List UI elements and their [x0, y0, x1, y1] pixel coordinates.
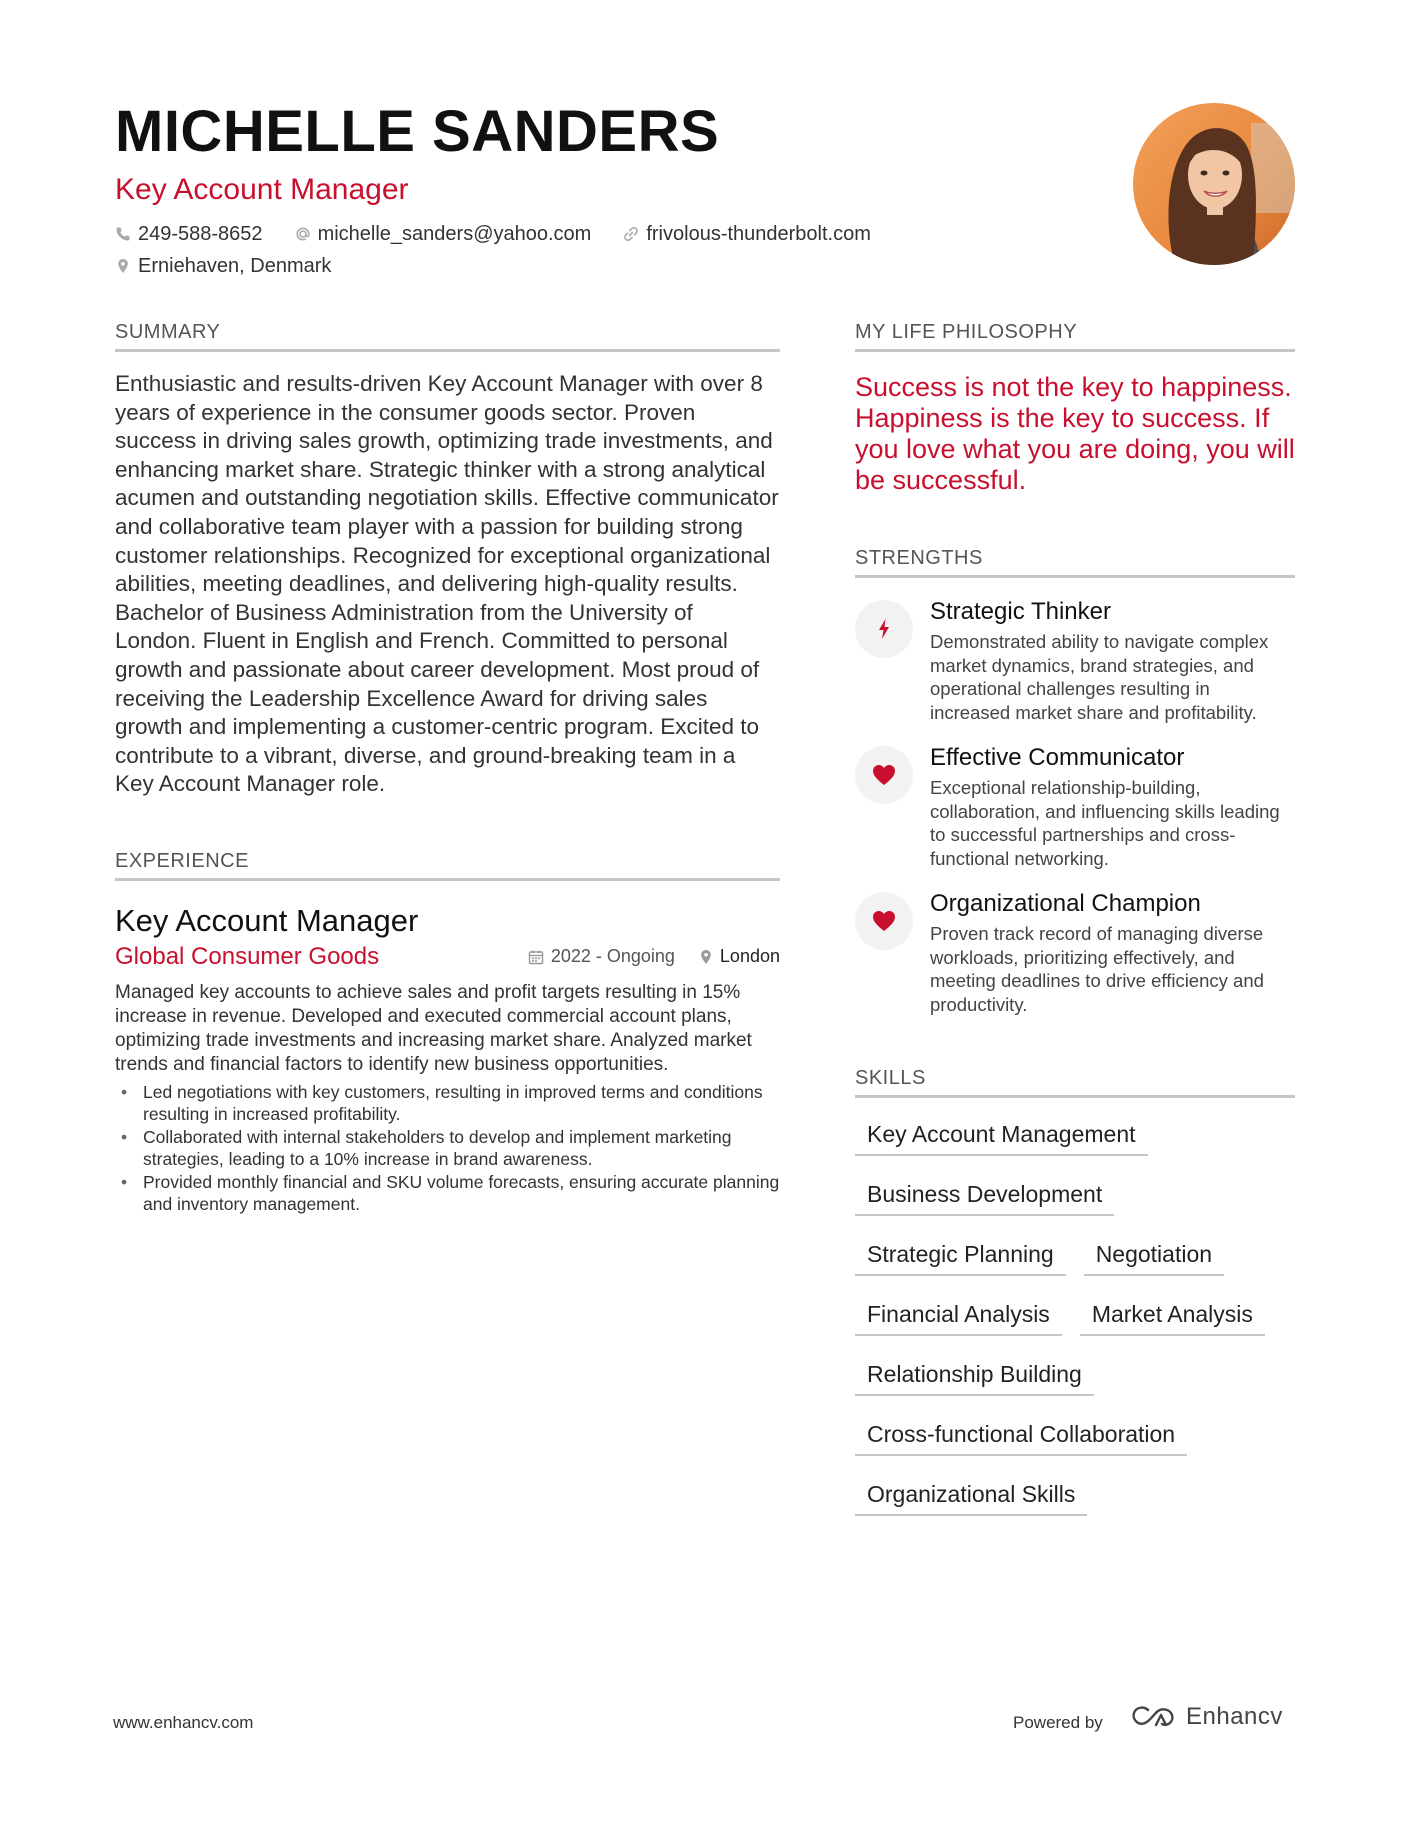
- skill-tag: Cross-functional Collaboration: [855, 1420, 1187, 1456]
- heart-icon: [872, 764, 896, 786]
- strength-body: [930, 598, 1295, 724]
- strength-icon-badge: [855, 600, 913, 658]
- skill-tag: Organizational Skills: [855, 1480, 1087, 1516]
- job-bullets: [115, 1081, 780, 1216]
- strength-description: Proven track record of managing diverse workloads, prioritizing effectively, and meeting deadlines to drive efficiency and productivity.: [930, 923, 1264, 1015]
- summary-heading: SUMMARY: [115, 320, 780, 352]
- strength-title: Effective Communicator: [930, 744, 1185, 771]
- location-text: Erniehaven, Denmark: [138, 254, 332, 277]
- contact-phone: [115, 222, 263, 246]
- strength-title: Organizational Champion: [930, 890, 1201, 917]
- contact-website[interactable]: [623, 222, 871, 246]
- strength-icon-badge: [855, 746, 913, 804]
- strengths-heading: STRENGTHS: [855, 546, 1295, 578]
- job-dates-text: 2022 - Ongoing: [550, 946, 675, 967]
- skill-tag: Relationship Building: [855, 1360, 1094, 1396]
- lightning-icon: [876, 618, 892, 640]
- job-entry: [115, 903, 780, 1216]
- job-bullet: • Led negotiations with key customers, resulting in improved terms and conditions resulting in increased profitability.: [115, 1081, 780, 1126]
- strength-description: Exceptional relationship-building, collaboration, and influencing skills leading to successful partnerships and cross-functional networking.: [930, 777, 1280, 869]
- skills-section: [855, 1066, 1295, 1516]
- at-sign-icon: [295, 226, 311, 242]
- calendar-icon: [528, 949, 544, 965]
- contact-email[interactable]: [295, 222, 592, 246]
- right-column: [855, 320, 1295, 1516]
- company-name: Global Consumer Goods: [115, 942, 380, 970]
- enhancv-logo[interactable]: [1130, 1703, 1283, 1731]
- website-url: frivolous-thunderbolt.com: [646, 222, 871, 245]
- email-address: michelle_sanders@yahoo.com: [317, 222, 592, 245]
- skill-tag: Key Account Management: [855, 1120, 1148, 1156]
- job-dates: [528, 946, 675, 967]
- strength-description: Demonstrated ability to navigate complex market dynamics, brand strategies, and operational challenges resulting in increased market share and profitability.: [930, 631, 1269, 723]
- candidate-title: Key Account Manager: [115, 173, 409, 206]
- avatar: [1133, 103, 1295, 265]
- contact-info: [115, 222, 1015, 278]
- resume-header: [115, 100, 1295, 278]
- job-location-text: London: [719, 946, 780, 967]
- skill-tag: Strategic Planning: [855, 1240, 1066, 1276]
- heart-icon: [872, 910, 896, 932]
- strength-item: [855, 744, 1295, 870]
- job-bullet: • Provided monthly financial and SKU volume forecasts, ensuring accurate planning and inventory management.: [115, 1171, 780, 1216]
- skill-tag: Negotiation: [1084, 1240, 1224, 1276]
- job-title: Key Account Manager: [115, 902, 419, 938]
- skill-tag: Financial Analysis: [855, 1300, 1062, 1336]
- enhancv-logo-icon: [1130, 1704, 1176, 1730]
- experience-heading: EXPERIENCE: [115, 849, 780, 881]
- footer-url[interactable]: www.enhancv.com: [113, 1713, 254, 1732]
- location-pin-icon: [115, 258, 131, 274]
- strength-item: [855, 598, 1295, 724]
- summary-text: Enthusiastic and results-driven Key Account Manager with over 8 years of experience in the consumer goods sector. Proven success in driving sales growth, optimizing trade investments, and enhancing market share. Strategic thinker with a strong analytical acumen and outstanding negotiation skills. Effective communicator and collaborative team player with a passion for building strong customer relationships. Recognized for exceptional organizational abilities, meeting deadlines, and delivering high-quality results. Bachelor of Business Administration from the University of London. Fluent in English and French. Committed to personal growth and passionate about career development. Most proud of receiving the Leadership Excellence Award for driving sales growth and implementing a customer-centric program. Excited to contribute to a vibrant, diverse, and ground-breaking team in a Key Account Manager role.: [115, 371, 779, 797]
- phone-number: 249-588-8652: [138, 222, 263, 245]
- strength-title: Strategic Thinker: [930, 598, 1111, 625]
- strength-item: [855, 890, 1295, 1016]
- skill-tag: Business Development: [855, 1180, 1114, 1216]
- candidate-name: MICHELLE SANDERS: [115, 99, 720, 164]
- philosophy-heading: MY LIFE PHILOSOPHY: [855, 320, 1295, 352]
- link-icon: [623, 226, 639, 242]
- left-column: [115, 320, 780, 1216]
- phone-icon: [115, 226, 131, 242]
- job-header-row: [115, 943, 780, 971]
- skills-list: [855, 1120, 1295, 1516]
- skill-tag: Market Analysis: [1080, 1300, 1265, 1336]
- location-pin-icon: [699, 949, 713, 965]
- strengths-section: [855, 546, 1295, 1016]
- contact-location: [115, 254, 331, 278]
- profile-photo: [1133, 103, 1295, 265]
- strength-body: [930, 744, 1295, 870]
- enhancv-brand-name: Enhancv: [1186, 1703, 1283, 1730]
- skills-heading: SKILLS: [855, 1066, 1295, 1098]
- job-location: [699, 946, 780, 967]
- strength-body: [930, 890, 1295, 1016]
- philosophy-quote: Success is not the key to happiness. Happiness is the key to success. If you love what you are doing, you will be successful.: [855, 372, 1295, 495]
- job-meta: [504, 946, 780, 967]
- job-description: Managed key accounts to achieve sales and profit targets resulting in 15% increase in revenue. Developed and executed commercial account plans, optimizing trade investments and increasing market share. Analyzed market trends and financial factors to identify new business opportunities.: [115, 981, 752, 1075]
- job-bullet: • Collaborated with internal stakeholders to develop and implement marketing strategies, leading to a 10% increase in brand awareness.: [115, 1126, 780, 1171]
- powered-by-label: Powered by: [1013, 1713, 1103, 1732]
- strength-icon-badge: [855, 892, 913, 950]
- experience-section: [115, 849, 780, 1216]
